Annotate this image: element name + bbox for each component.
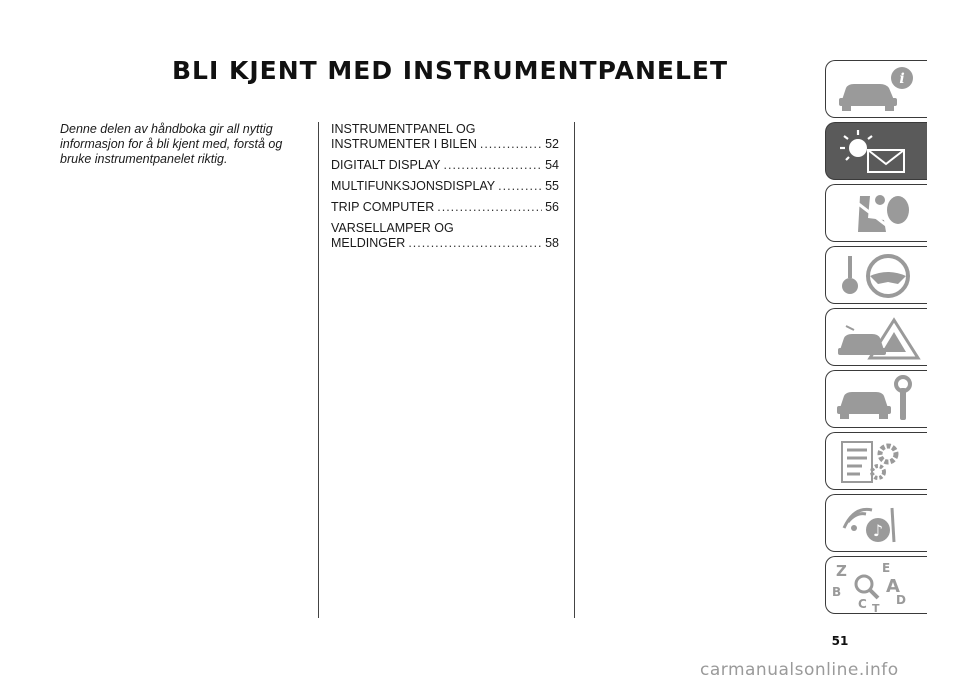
toc-page-number: 58 <box>545 236 559 250</box>
page-number: 51 <box>831 634 849 648</box>
toc-entry-line: TRIP COMPUTER <box>331 200 435 214</box>
index-letter: E <box>882 561 891 575</box>
column-divider-left <box>318 122 319 618</box>
toc-entry-line: VARSELLAMPER OG <box>331 221 454 235</box>
toc-entry-line: INSTRUMENTER I BILEN <box>331 137 477 151</box>
toc-entry[interactable] <box>331 179 559 194</box>
index-letter: C <box>858 597 867 611</box>
sidebar-tab-starting-driving[interactable] <box>825 246 927 304</box>
toc-leader-dots <box>444 158 543 173</box>
index-letter: B <box>832 585 842 599</box>
car-crash-warning-icon <box>832 312 924 364</box>
toc-page-number: 55 <box>545 179 559 193</box>
page-title: BLI KJENT MED INSTRUMENTPANELET <box>171 56 729 85</box>
steering-wheel-key-icon <box>832 250 924 302</box>
sidebar-tab-car-info[interactable] <box>825 60 927 118</box>
toc-entry-line: MELDINGER <box>331 236 406 250</box>
index-letter: Z <box>836 562 847 580</box>
sidebar-tab-warning-lights[interactable] <box>825 122 927 180</box>
column-divider-right <box>574 122 575 618</box>
toc-entry[interactable] <box>331 158 559 173</box>
toc-entry-line: MULTIFUNKSJONSDISPLAY <box>331 179 496 193</box>
toc-page-number: 56 <box>545 200 559 214</box>
toc-leader-dots <box>408 236 542 251</box>
index-letter: D <box>896 593 906 607</box>
sidebar-tab-index[interactable] <box>825 556 927 614</box>
index-alphabet-icon <box>832 560 924 612</box>
sidebar-tab-maintenance[interactable] <box>825 370 927 428</box>
multimedia-music-icon <box>832 498 924 550</box>
toc-entry-line: INSTRUMENTPANEL OG <box>331 122 476 136</box>
sidebar-tab-technical-data[interactable] <box>825 432 927 490</box>
specifications-gear-icon <box>832 436 924 488</box>
toc-leader-dots <box>480 137 542 152</box>
toc-entry[interactable] <box>331 221 559 251</box>
index-letter: T <box>872 602 880 612</box>
intro-text: Denne delen av håndboka gir all nyttig informasjon for å bli kjent med, forstå og bruke instrumentpanelet riktig. <box>60 122 283 166</box>
toc-page-number: 54 <box>545 158 559 172</box>
toc-leader-dots <box>498 179 542 194</box>
sidebar-tab-emergency[interactable] <box>825 308 927 366</box>
svg-text:i: i <box>899 71 905 87</box>
sidebar-tab-safety[interactable] <box>825 184 927 242</box>
watermark-text: carmanualsonline.info <box>700 660 899 680</box>
toc-leader-dots <box>437 200 542 215</box>
index-letter: A <box>886 576 900 597</box>
warning-light-message-icon <box>832 126 924 178</box>
toc-entry[interactable] <box>331 200 559 215</box>
svg-text:♪: ♪ <box>872 521 884 540</box>
table-of-contents <box>331 122 559 257</box>
car-maintenance-wrench-icon <box>832 374 924 426</box>
seat-airbag-icon <box>832 188 924 240</box>
sidebar-tab-multimedia[interactable] <box>825 494 927 552</box>
toc-page-number: 52 <box>545 137 559 151</box>
toc-entry-line: DIGITALT DISPLAY <box>331 158 441 172</box>
car-info-icon <box>832 64 924 116</box>
toc-entry[interactable] <box>331 122 559 152</box>
